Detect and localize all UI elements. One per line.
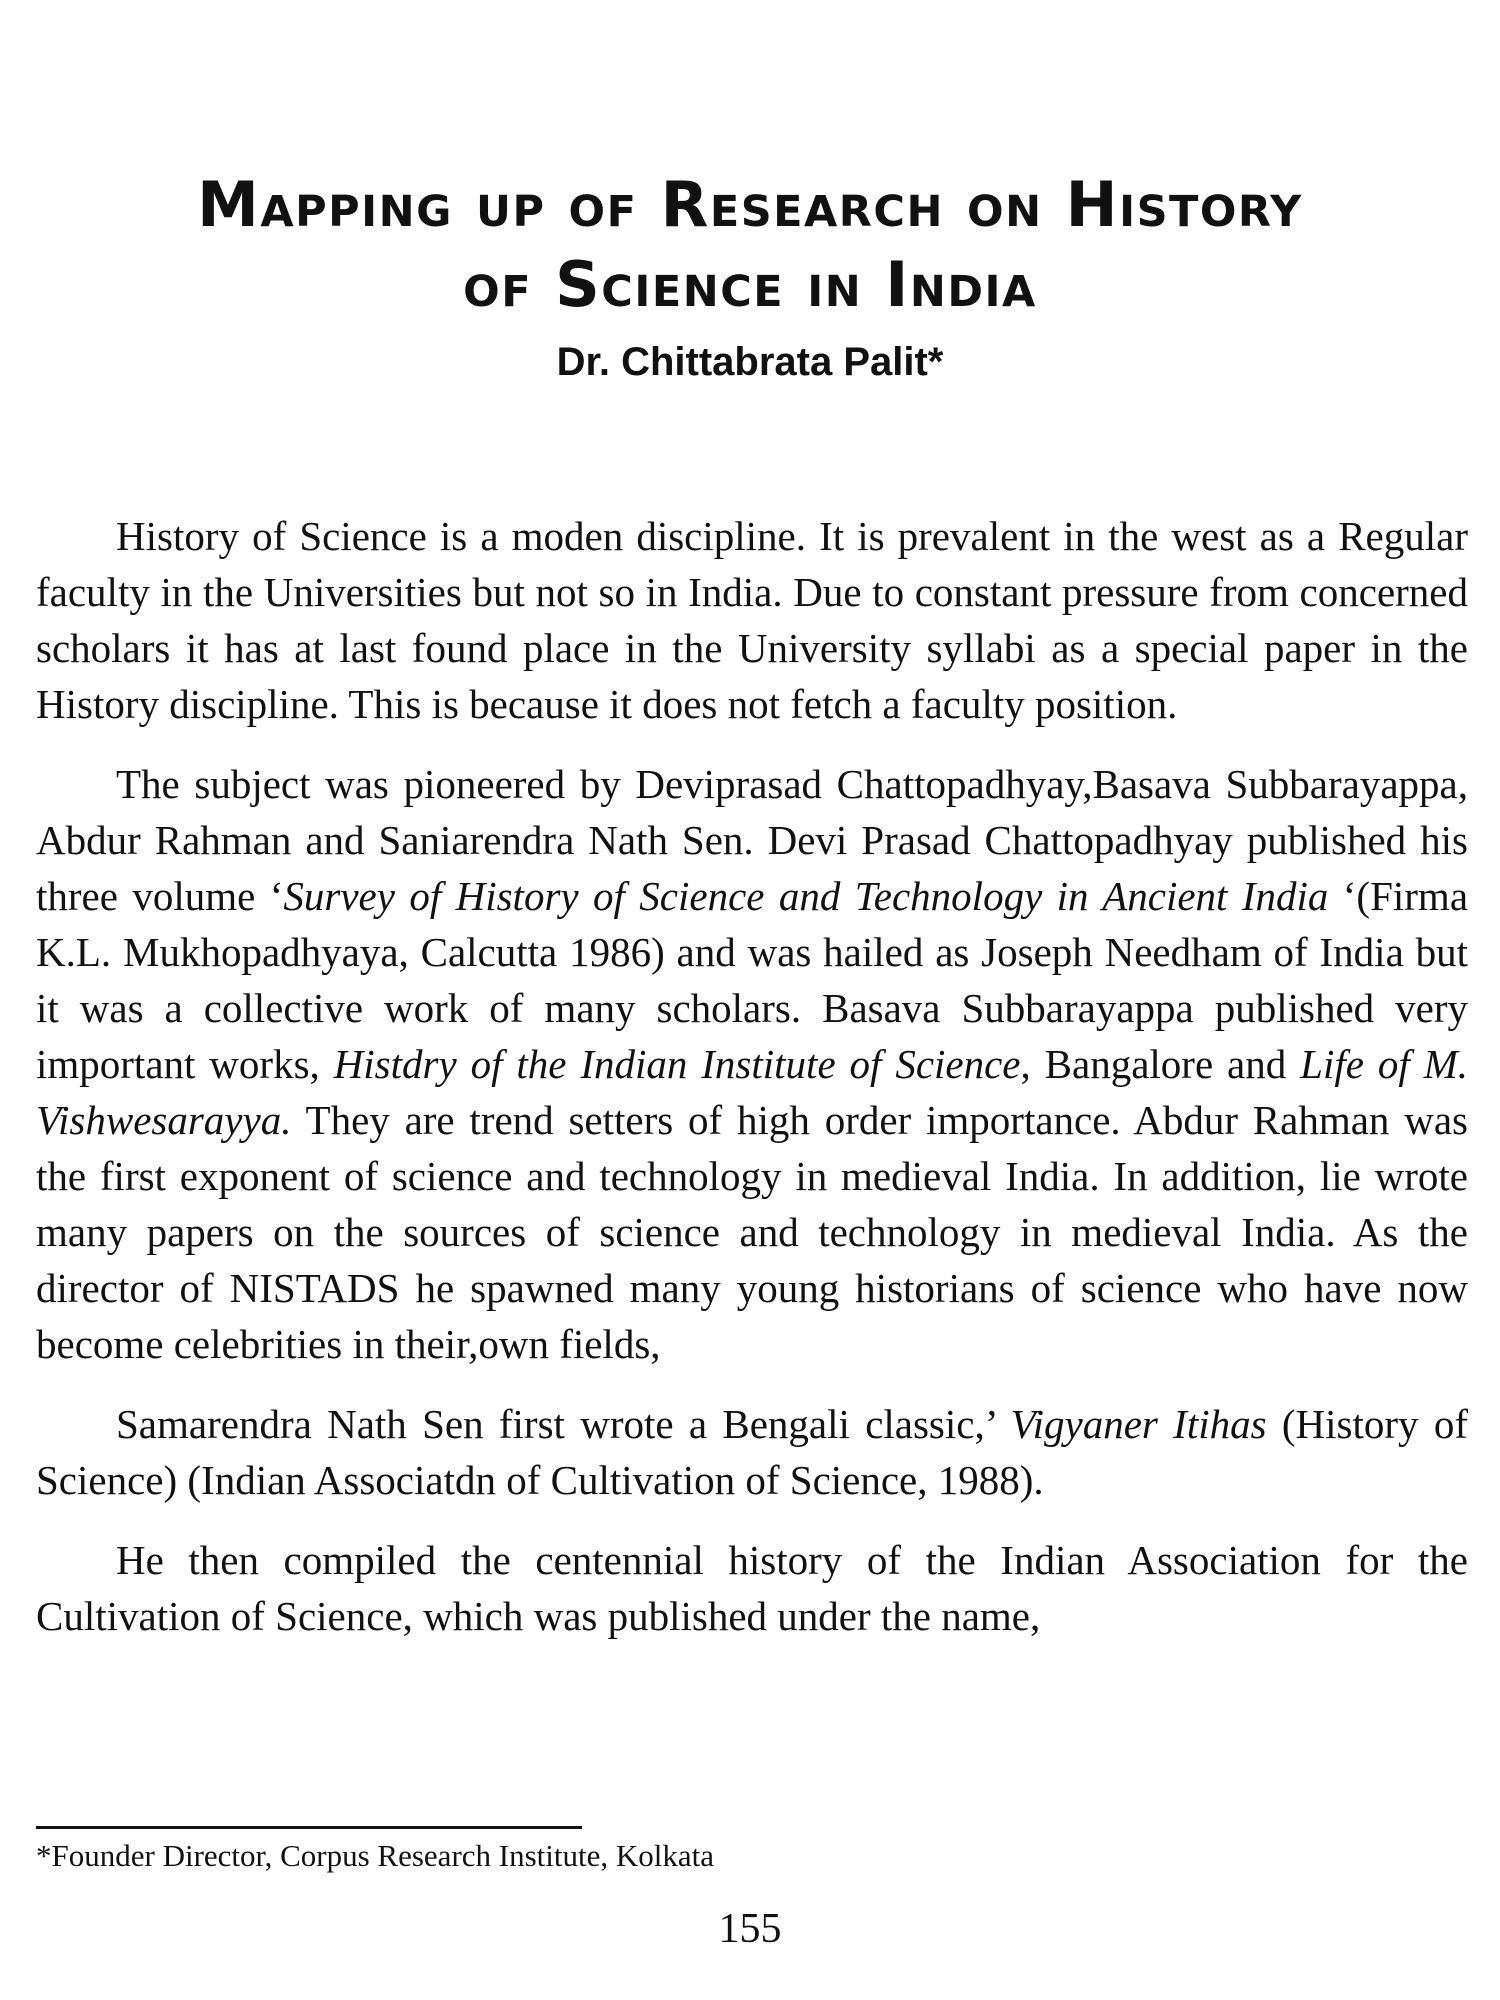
chapter-title-line-1: Mapping up of Research on History bbox=[197, 168, 1303, 241]
paragraph-3 bbox=[36, 1396, 1468, 1508]
paragraph-2-text-4: They are trend setters of high order importance. Abdur Rahman was the first exponent of science and technology in medieval India. In addition, lie wrote many papers on the sources of science and technology in medieval India. As the director of NISTADS he spawned many young historians of science who have now become celebrities in their,own fields, bbox=[36, 1097, 1468, 1367]
book-title-vigyaner-itihas: Vigyaner Itihas bbox=[1010, 1401, 1267, 1447]
book-title-life-of-vishwesarayya: Life of M. Vishwesarayya. bbox=[36, 1041, 1469, 1143]
author-name: Dr. Chittabrata Palit* bbox=[556, 340, 944, 384]
paragraph-2-text-1: The subject was pioneered by Deviprasad Chattopadhyay,Basava Subbarayappa, Abdur Rahman and Saniarendra Nath Sen. Devi Prasad Chattopadhyay published his three volume ‘ bbox=[36, 761, 1468, 919]
chapter-title bbox=[60, 168, 1440, 328]
chapter-title-line-2: of Science in India bbox=[463, 248, 1037, 321]
paragraph-1: History of Science is a moden discipline. It is prevalent in the west as a Regular faculty in the Universities but not so in India. Due to constant pressure from concerned scholars it has at last found place in the University syllabi as a special paper in the History discipline. This is because it does not fetch a faculty position. bbox=[36, 513, 1468, 727]
page-number: 155 bbox=[718, 1906, 782, 1952]
body-text bbox=[36, 508, 1468, 1668]
footnote: *Founder Director, Corpus Research Institute, Kolkata bbox=[36, 1838, 715, 1873]
paragraph-4: He then compiled the centennial history of the Indian Association for the Cultivation of Science, which was published under the name, bbox=[36, 1537, 1468, 1639]
paragraph-2 bbox=[36, 756, 1468, 1372]
paragraph-3-text-2: (History of Science) (Indian Associatdn of Cultivation of Science, 1988). bbox=[36, 1401, 1468, 1503]
paragraph-3-text-1: Samarendra Nath Sen first wrote a Bengali classic,’ bbox=[116, 1401, 1011, 1447]
footnote-divider bbox=[36, 1826, 582, 1829]
book-title-survey: Survey of History of Science and Technology in Ancient India bbox=[283, 873, 1329, 919]
paragraph-2-text-2: ‘(Firma K.L. Mukhopadhyaya, Calcutta 1986) and was hailed as Joseph Needham of India but it was a collective work of many scholars. Basava Subbarayappa published very important works, bbox=[36, 873, 1469, 1087]
paragraph-2-text-3: , Bangalore and bbox=[1020, 1041, 1301, 1087]
book-title-iisc-history: Histdry of the Indian Institute of Science bbox=[333, 1041, 1021, 1087]
